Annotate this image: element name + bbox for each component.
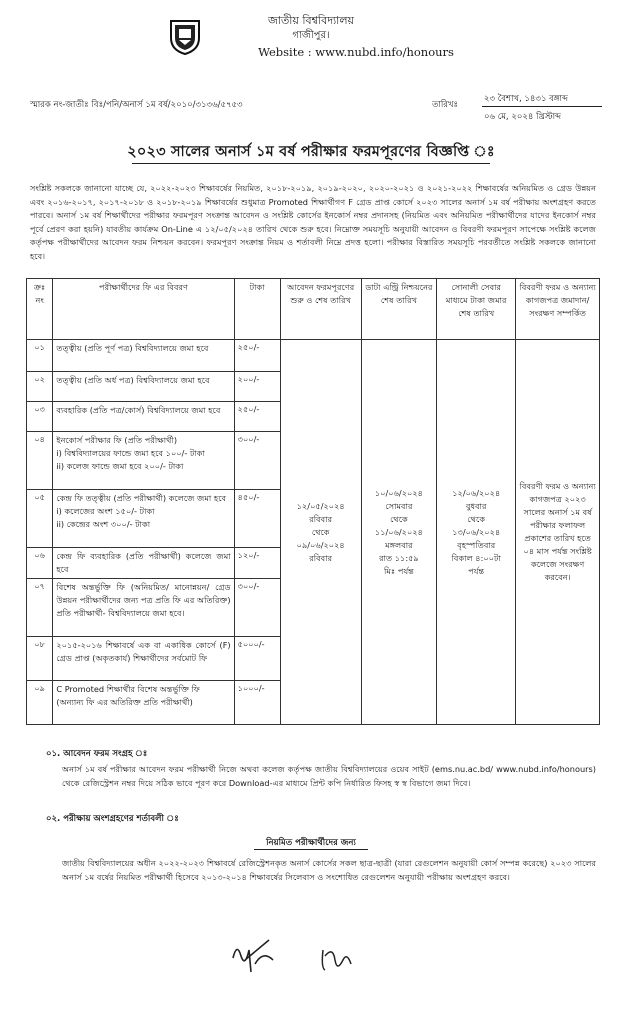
- row-desc: তত্ত্বীয় (প্রতি পূর্ণ পত্র) বিশ্ববিদ্যালয়ে জমা হবে: [53, 340, 234, 372]
- university-location: গাজীপুর।: [292, 30, 330, 41]
- row-desc: কেন্দ্র ফি তত্ত্বীয় (প্রতি পরীক্ষার্থী) কলেজে জমা হবে: [56, 493, 227, 503]
- date-divider: [482, 106, 602, 107]
- row-sub-2: ii) কলেজ ফান্ডে জমা হবে ২০০/- টাকা: [56, 461, 184, 471]
- entry-until: মিঃ পর্যন্ত: [384, 565, 414, 576]
- section-2-heading: ০২. পরীক্ষায় অংশগ্রহণের শর্তাবলী ঃ: [46, 814, 179, 824]
- row-desc: ব্যবহারিক (প্রতি পত্র/কোর্স) বিশ্ববিদ্যালয়ে জমা হবে: [53, 402, 234, 432]
- table-row: [27, 340, 600, 372]
- row-no: ০৯: [27, 681, 53, 725]
- row-desc-block: [53, 432, 234, 490]
- section-1-text: অনার্স ১ম বর্ষ পরীক্ষার আবেদন ফরম পরীক্ষার্থী নিজে অথবা কলেজ কর্তৃপক্ষ জাতীয় বিশ্ববিদ্যালয়ের ওয়েব সাইট (ems.nu.ac.bd/ www.nubd.info/honours) থেকে রেজিস্ট্রেশন নম্বর দিয়ে সঠিক ভাবে পূরণ করে Download-এর মাধ্যমে প্রিন্ট কপি নির্ধারিত ফিসহ স্ব স্ব বিভাগে জমা দিবে।: [62, 764, 596, 788]
- intro-paragraph: সংশ্লিষ্ট সকলকে জানানো যাচ্ছে যে, ২০২২-২০২৩ শিক্ষাবর্ষের নিয়মিত, ২০১৮-২০১৯, ২০১৯-২০২০, ২০২০-২০২১ ও ২০২১-২০২২ শিক্ষাবর্ষের অনিয়মিত ও গ্রেড উন্নয়ন এবং ২০১৬-২০১৭, ২০১৭-২০১৮ ও ২০১৮-২০১৯ শিক্ষাবর্ষের শুধুমাত্র Promoted শিক্ষার্থীগণ F গ্রেড প্রাপ্ত কোর্সে ২০২৩ সালের অনার্স ১ম বর্ষ পরীক্ষায় অংশগ্রহণ করতে পারবে। অনার্স ১ম বর্ষ শিক্ষার্থীদের পরীক্ষার ফরমপূরণ সংক্রান্ত আবেদন ও সংশ্লিষ্ট কোর্সের ইনকোর্স নম্বর প্রদানসহ (নিয়মিত এবং অনিয়মিত পরীক্ষার্থীদের যাদের ইনকোর্স নম্বর পূর্বে প্রেরণ করা হয়নি) যাবতীয় কার্যক্রম On-Line এ ১২/০৫/২০২৪ তারিখ থেকে শুরু হবে। নিম্নোক্ত সময়সূচি অনুযায়ী আবেদন ও বিবরণী ফরমপূরণ সাপেক্ষে সংশ্লিষ্ট কলেজ কর্তৃপক্ষ পরীক্ষার্থীদের আবেদন ফরম নিশ্চয়ন করবেন। ফরমপূরণ সংক্রান্ত নিয়ম ও শর্তাবলী নিম্নে প্রদত্ত হলো। পরীক্ষার বিস্তারিত সময়সূচি পরবর্তীতে সংশ্লিষ্ট সকলকে জানানো হবে।: [30, 183, 596, 261]
- row-fee: ৪৫০/-: [234, 490, 280, 548]
- row-desc: বিশেষ অন্তর্ভুক্তি ফি (অনিয়মিত/ মানোন্নয়ন/ গ্রেড উন্নয়ন পরীক্ষার্থীদের জন্য পত্র প্রতি ফি এর অতিরিক্ত) প্রতি পরীক্ষার্থী- বিশ্ববিদ্যালয়ে জমা হবে।: [53, 579, 234, 637]
- date-bangla: ২৩ বৈশাখ, ১৪৩১ বঙ্গাব্দ: [484, 94, 568, 104]
- notice-title: ২০২৩ সালের অনার্স ১ম বর্ষ পরীক্ষার ফরমপূরণের বিজ্ঞপ্তি ঃ: [127, 144, 495, 160]
- memo-number: স্মারক নং-জাতীঃ বিঃ/পনি/অনার্স ১ম বর্ষ/২০১০/৩১৩৬/৫৭৫৩: [30, 100, 243, 110]
- row-fee: ২৫০/-: [234, 402, 280, 432]
- entry-time: রাত ১১:৫৯: [379, 552, 419, 563]
- university-name: জাতীয় বিশ্ববিদ্যালয়: [267, 14, 355, 27]
- entry-from: থেকে: [390, 513, 408, 524]
- row-desc: ২০১৫-২০১৬ শিক্ষাবর্ষে এক বা একাধিক কোর্সে (F) গ্রেড প্রাপ্ত (অকৃতকার্য) শিক্ষার্থীদের সর্বমোট ফি: [53, 637, 234, 681]
- date-label: তারিখঃ: [432, 100, 459, 110]
- row-no: ০৭: [27, 579, 53, 637]
- sonali-start: ১২/০৬/২০২৪: [452, 487, 501, 498]
- col-header-no: ক্রঃ নং: [27, 279, 53, 340]
- row-desc: কেন্দ্র ফি ব্যবহারিক (প্রতি পরীক্ষার্থী) কলেজে জমা হবে: [53, 548, 234, 579]
- entry-dates-cell: [361, 340, 436, 725]
- entry-end: ১১/০৬/২০২৪: [374, 526, 423, 537]
- row-desc: ইনকোর্স পরীক্ষার ফি (প্রতি পরীক্ষার্থী): [56, 435, 178, 445]
- apply-end-day: রবিবার: [309, 552, 333, 563]
- row-fee: ৫০০০/-: [234, 637, 280, 681]
- row-fee: ১০০০/-: [234, 681, 280, 725]
- row-fee: ৩০০/-: [234, 579, 280, 637]
- row-desc-block: [53, 681, 234, 725]
- row-desc-block: [53, 490, 234, 548]
- sonali-from: থেকে: [467, 513, 486, 524]
- row-fee: ৩০০/-: [234, 432, 280, 490]
- section-1-heading: ০১. আবেদন ফরম সংগ্রহ ঃ: [46, 749, 148, 759]
- subheading-underline: [254, 849, 368, 850]
- records-note-cell: বিবরণী ফরম ও অন্যান্য কাগজপত্র ২০২৩ সালের অনার্স ১ম বর্ষ পরীক্ষার ফলাফল প্রকাশের তারিখ হতে ০৪ মাস পর্যন্ত সংশ্লিষ্ট কলেজে সংরক্ষণ করবেন।: [516, 340, 600, 725]
- row-desc: তত্ত্বীয় (প্রতি অর্ধ পত্র) বিশ্ববিদ্যালয়ে জমা হবে: [53, 372, 234, 402]
- apply-end: ০৯/০৬/২০২৪: [296, 539, 345, 550]
- apply-start: ১২/০৫/২০২৪: [296, 500, 345, 511]
- col-header-entry: ডাটা এন্ট্রি নিশ্চয়নের শেষ তারিখ: [361, 279, 436, 340]
- col-header-sonali: সোনালী সেবার মাধ্যমে টাকা জমার শেষ তারিখ: [437, 279, 516, 340]
- row-sub-1: i) কলেজের অংশ ১৫০/- টাকা: [56, 506, 155, 516]
- sonali-start-day: বুধবার: [465, 500, 487, 511]
- website-url: Website : www.nubd.info/honours: [258, 45, 454, 59]
- table-header-row: [27, 279, 600, 340]
- row-no: ০১: [27, 340, 53, 372]
- title-underline: [132, 163, 490, 164]
- row-no: ০২: [27, 372, 53, 402]
- row-desc: C Promoted শিক্ষার্থীর বিশেষ অন্তর্ভুক্তি ফি: [56, 684, 200, 694]
- entry-start: ১০/০৬/২০২৪: [374, 487, 423, 498]
- col-header-fee: টাকা: [234, 279, 280, 340]
- row-sub-1: (অন্যান্য ফি এর অতিরিক্ত প্রতি পরীক্ষার্থী): [56, 697, 193, 707]
- col-header-desc: পরীক্ষার্থীদের ফি এর বিবরণ: [53, 279, 234, 340]
- row-no: ০৫: [27, 490, 53, 548]
- fee-schedule-table: [26, 278, 600, 725]
- row-no: ০৮: [27, 637, 53, 681]
- row-fee: ২০০/-: [234, 372, 280, 402]
- apply-start-day: রবিবার: [309, 513, 333, 524]
- row-fee: ১২০/-: [234, 548, 280, 579]
- row-no: ০৪: [27, 432, 53, 490]
- entry-end-day: মঙ্গলবার: [385, 539, 413, 550]
- sonali-time: বিকাল ৪:০০টা: [451, 552, 501, 563]
- sonali-end-day: বৃহস্পতিবার: [457, 539, 496, 550]
- row-sub-1: i) বিশ্ববিদ্যালয়ের ফান্ডে জমা হবে ১০০/- টাকা: [56, 448, 205, 458]
- sonali-until: পর্যন্ত: [468, 565, 485, 576]
- col-header-apply: আবেদন ফরমপূরণের শুরু ও শেষ তারিখ: [280, 279, 361, 340]
- row-fee: ২৫০/-: [234, 340, 280, 372]
- sonali-end: ১৩/০৬/২০২৪: [452, 526, 501, 537]
- signature-icon: [225, 920, 385, 980]
- apply-dates-cell: [280, 340, 361, 725]
- date-english: ০৬ মে, ২০২৪ খ্রিস্টাব্দ: [484, 112, 562, 122]
- entry-start-day: সোমবার: [385, 500, 413, 511]
- col-header-records: বিবরণী ফরম ও অন্যান্য কাগজপত্র জমাদান/সংরক্ষণ সম্পর্কিত: [516, 279, 600, 340]
- section-2-subheading: নিয়মিত পরীক্ষার্থীদের জন্য: [266, 838, 356, 848]
- section-2-text: জাতীয় বিশ্ববিদ্যালয়ের অধীন ২০২২-২০২৩ শিক্ষাবর্ষে রেজিস্ট্রেশনকৃত অনার্স কোর্সের সকল ছাত্র-ছাত্রী (যারা রেগুলেশন অনুযায়ী কোর্স সম্পন্ন করেছে) ২০২৩ সালের অনার্স ১ম বর্ষের নিয়মিত পরীক্ষার্থী হিসেবে ২০১৩-২০১৪ শিক্ষাবর্ষের সিলেবাস ও সংশোধিত রেগুলেশন অনুযায়ী পরীক্ষায় অংশগ্রহণ করবে।: [62, 858, 596, 882]
- sonali-dates-cell: [437, 340, 516, 725]
- apply-from: থেকে: [311, 526, 330, 537]
- row-no: ০৩: [27, 402, 53, 432]
- row-no: ০৬: [27, 548, 53, 579]
- row-sub-2: ii) কেন্দ্রের অংশ ৩০০/- টাকা: [56, 519, 151, 529]
